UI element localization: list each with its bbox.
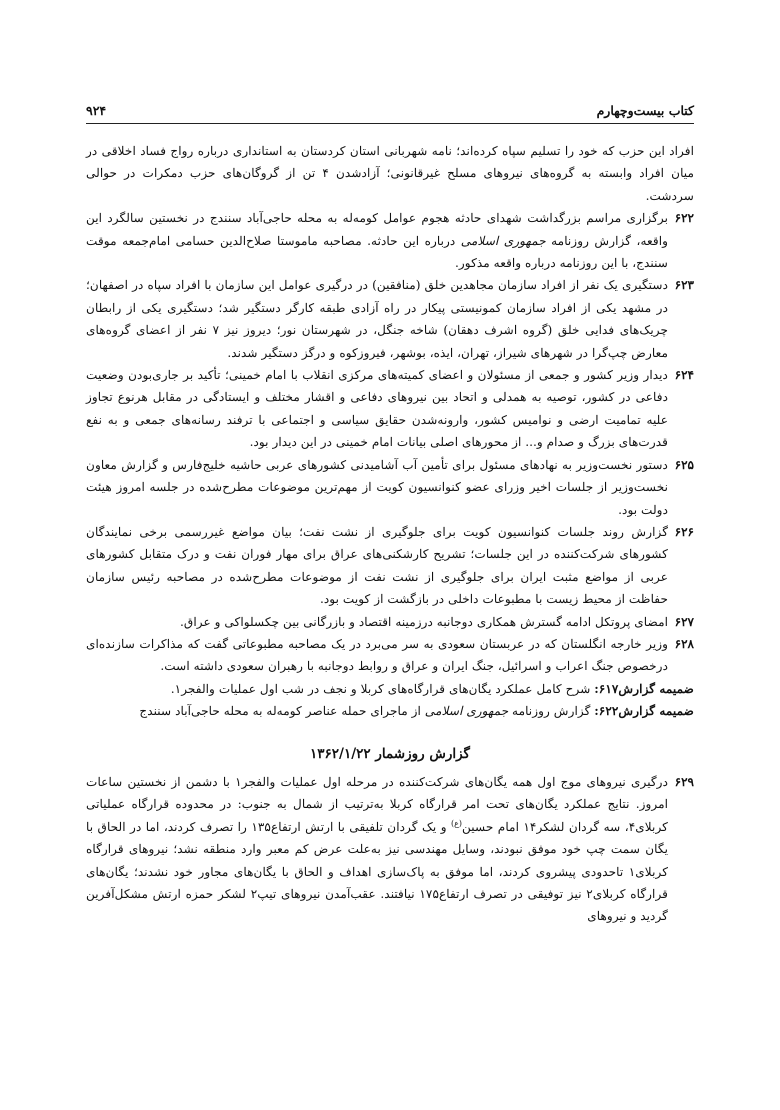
item-text: دستور نخست‌وزیر به نهادهای مسئول برای تأمین آب آشامیدنی کشورهای عربی حاشیه خلیج‌فارس و گزارش معاون نخست‌وزیر از جلسات اخیر وزرای عضو کنوانسیون کویت از مهم‌ترین موضوعات مطرح‌شده در جلسه امروز هیئت دولت بود. <box>86 457 668 517</box>
book-title: کتاب بیست‌وچهارم <box>596 103 694 118</box>
item-number: ۶۲۵ <box>674 457 694 472</box>
item-number: ۶۲۷ <box>674 614 694 629</box>
item-text: امضای پروتکل ادامه گسترش همکاری دوجانبه درزمینه اقتصاد و بازرگانی بین چکسلواکی و عراق. <box>180 614 668 629</box>
continuation-paragraph: افراد این حزب که خود را تسلیم سپاه کرده‌اند؛ نامه شهربانی استان کردستان به استانداری درباره رواج فساد اخلاقی در میان افراد وابسته به گروه‌های نیروهای مسلح غیرقانونی؛ آزادشدن ۴ تن از گروگان‌های حزب دمکرات در حوالی سردشت. <box>86 144 694 203</box>
annex-622: ضمیمه گزارش۶۲۲: گزارش روزنامه جمهوری اسلامی از ماجرای حمله عناصر کومه‌له به محله حاجی‌آباد سنندج <box>139 704 694 719</box>
report-item-622 <box>86 207 694 274</box>
page-header <box>86 92 694 118</box>
item-text: گزارش روند جلسات کنوانسیون کویت برای جلوگیری از نشت نفت؛ بیان مواضع غیررسمی برخی نمایندگان کشورهای شرکت‌کننده در این جلسات؛ تشریح کارشکنی‌های عراق برای مهار فوران نفت و درک متقابل کشورهای عربی از مواضع مثبت ایران برای جلوگیری از نشت نفت از موضوعات مطرح‌شده در مصاحبه رئیس سازمان حفاظت از محیط زیست با مطبوعات داخلی در بازگشت از کویت بود. <box>86 524 668 607</box>
header-rule <box>86 123 694 124</box>
item-text: دستگیری یک نفر از افراد سازمان مجاهدین خلق (منافقین) در درگیری عوامل این سازمان با افراد سپاه در اصفهان؛ در مشهد یکی از افراد سازمان کمونیستی پیکار در راه آزادی طبقه کارگر دستگیر شد؛ دستگیری یکی از رابطان چریک‌های فدایی خلق (گروه اشرف دهقان) شاخه جنگل، در شهرستان نور؛ دیروز نیز ۷ نفر از اعضای گروه‌های معارض چپ‌گرا در شهرهای شیراز، تهران، ایذه، بوشهر، فیروزکوه و درگز دستگیر شدند. <box>86 278 668 360</box>
item-text: برگزاری مراسم بزرگداشت شهدای حادثه هجوم عوامل کومه‌له به محله حاجی‌آباد سنندج در نخستین سالگرد این واقعه، گزارش روزنامه جمهوری اسلامی درباره این حادثه. مصاحبه ماموستا صلاح‌الدین حسامی امام‌جمعه موقت سنندج، با این روزنامه درباره واقعه مذکور. <box>86 211 668 271</box>
item-text: وزیر خارجه انگلستان که در عربستان سعودی به سر می‌برد در یک مصاحبه مطبوعاتی گفت که مذاکرات سازنده‌ای درخصوص جنگ اعراب و اسرائیل، جنگ ایران و عراق و روابط دوجانبه با رهبران سعودی داشته است. <box>86 636 668 674</box>
newspaper-name: جمهوری اسلامی <box>424 704 509 719</box>
page-number: ۹۲۴ <box>86 103 107 118</box>
report-item-624 <box>86 364 694 454</box>
report-item-628 <box>86 633 694 678</box>
item-number: ۶۲۸ <box>674 636 694 651</box>
item-number: ۶۲۳ <box>674 278 694 293</box>
report-item-626 <box>86 521 694 611</box>
item-number: ۶۲۹ <box>674 774 694 789</box>
section-title: گزارش روزشمار ۱۳۶۲/۱/۲۲ <box>310 745 470 762</box>
annex-label: ضمیمه گزارش۶۲۲: <box>594 704 694 719</box>
honorific-superscript: (ع) <box>451 818 463 828</box>
page-body <box>86 140 694 928</box>
item-text: دیدار وزیر کشور و جمعی از مسئولان و اعضای کمیته‌های مرکزی انقلاب با امام خمینی؛ تأکید بر جاری‌بودن وضعیت دفاعی در کشور، توصیه به همدلی و اتحاد بین نیروهای دفاعی و اقشار مختلف و ایستادگی در مقابل هرنوع تجاوز علیه تمامیت ارضی و نوامیس کشور، وارونه‌شدن حقایق سیاسی و اجتماعی با ترفند رسانه‌های جمعی و به نفع قدرت‌های بزرگ و صدام و... از محورهای اصلی بیانات امام خمینی در این دیدار بود. <box>86 368 668 450</box>
newspaper-name: جمهوری اسلامی <box>460 233 546 248</box>
report-item-625 <box>86 454 694 521</box>
annex-label: ضمیمه گزارش۶۱۷: <box>594 681 694 696</box>
report-item-629 <box>86 771 694 928</box>
item-number: ۶۲۴ <box>674 368 694 383</box>
item-text: درگیری نیروهای موج اول همه یگان‌های شرکت‌کننده در مرحله اول عملیات والفجر۱ با دشمن از نخستین ساعات امروز. نتایج عملکرد یگان‌های تحت امر قرارگاه کربلا به‌ترتیب از شمال به جنوب: در محدوده قرارگاه عملیاتی کربلای۴، سه گردان لشکر۱۴ امام حسین$^{(ع)}$ و یک گردان تلفیقی با ارتش ارتفاع۱۳۵ را تصرف کردند، اما در الحاق با یگان سمت چپ خود موفق نبودند، وسایل مهندسی نیز به‌علت عرض کم معبر وارد منطقه نشد؛ نیروهای قرارگاه کربلای۱ تاحدودی پیشروی کردند، اما موفق به پاک‌سازی اهداف و الحاق با یگان‌های مجاور خود نشدند؛ یگان‌های قرارگاه کربلای۲ نیز توفیقی در تصرف ارتفاع۱۷۵ نیافتند. عقب‌آمدن نیروهای تیپ۲ لشکر حمزه ارتش مشکل‌آفرین گردید و نیروهای <box>86 774 668 924</box>
item-number: ۶۲۶ <box>674 524 694 539</box>
report-item-627 <box>86 611 694 633</box>
annex-617: ضمیمه گزارش۶۱۷: شرح کامل عملکرد یگان‌های قرارگاه‌های کربلا و نجف در شب اول عملیات والفجر۱. <box>170 681 694 696</box>
report-item-623 <box>86 274 694 364</box>
item-number: ۶۲۲ <box>674 211 694 226</box>
